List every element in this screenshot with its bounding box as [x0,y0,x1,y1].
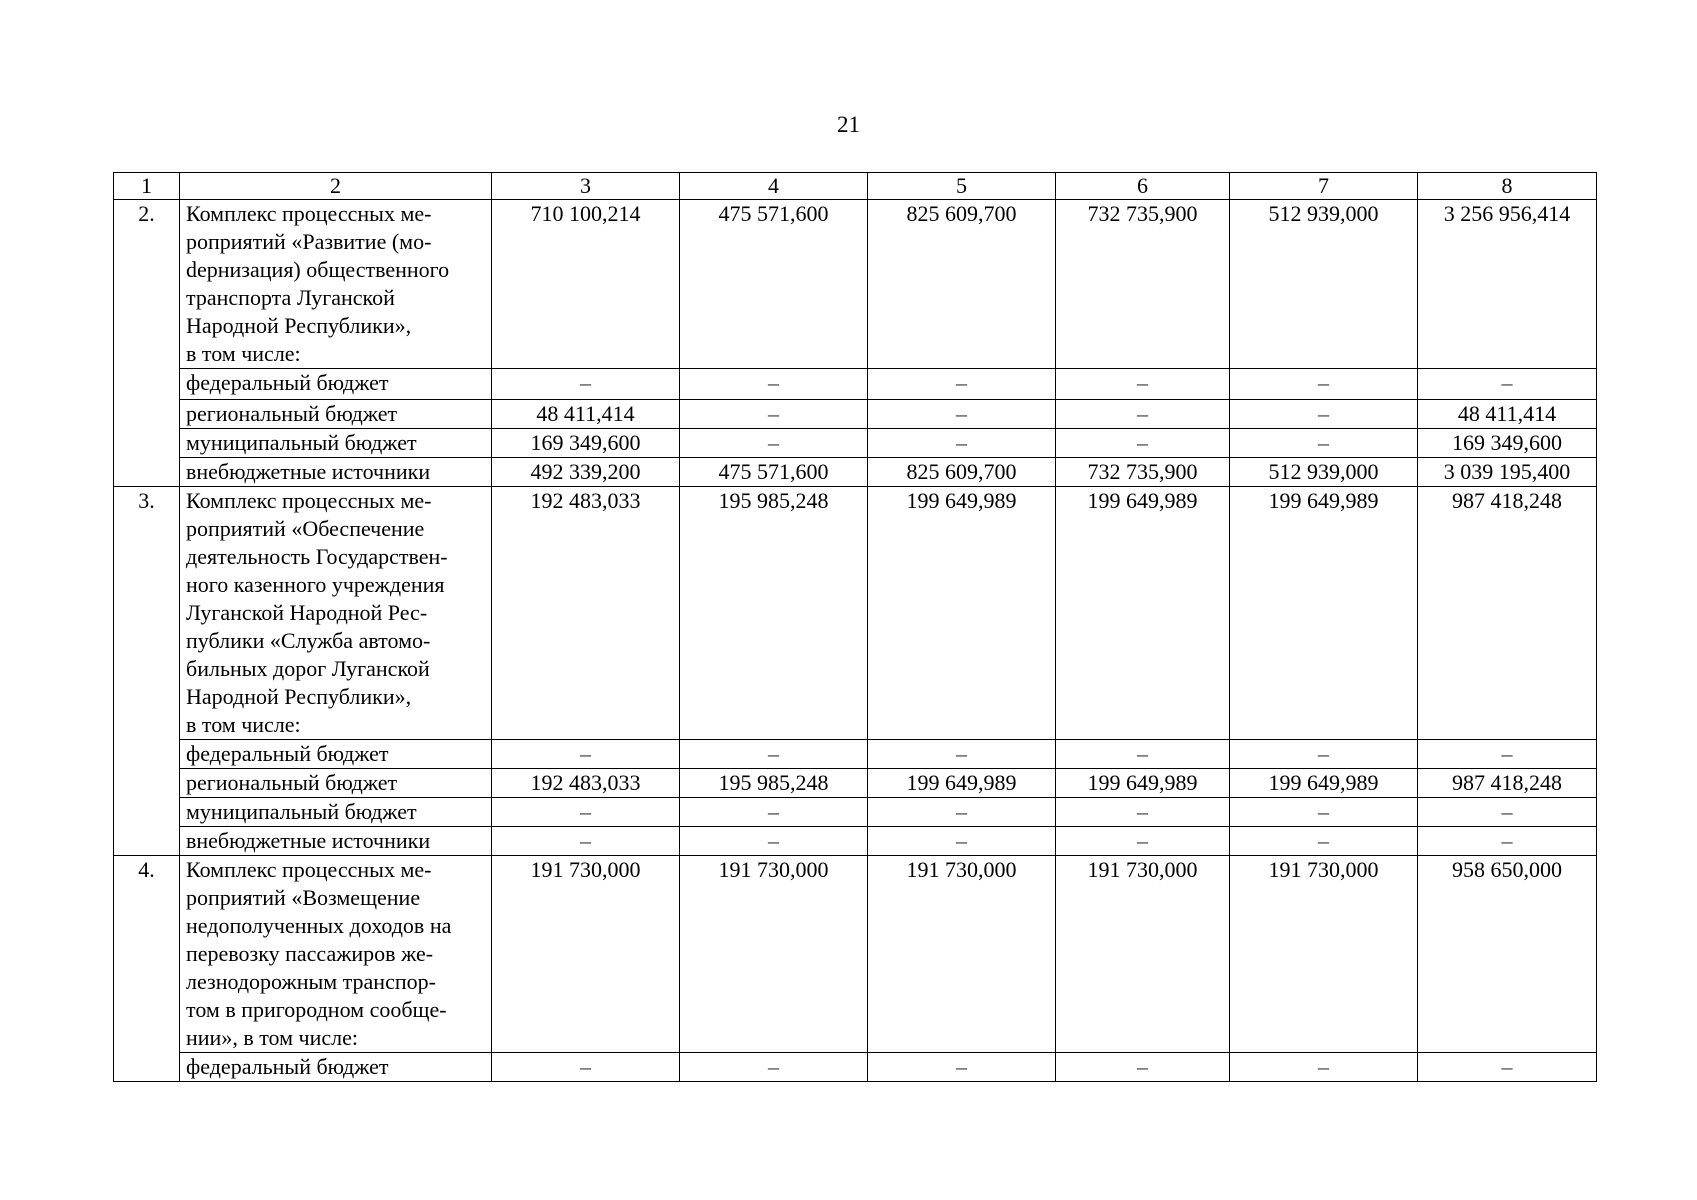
group-title: Комплекс процессных ме- роприятий «Развитие (мо- dернизация) общественного транспорта Луганской Народной Республики», в том числе: [180,200,492,369]
sub-row-value-cell: 48 411,414 [1418,400,1597,429]
group-value-cell: 958 650,000 [1418,856,1597,1053]
group-value-cell: 195 985,248 [680,487,868,740]
sub-row-value-cell: 3 039 195,400 [1418,458,1597,487]
group-value-cell: 199 649,989 [1230,487,1418,740]
group-value-cell: 191 730,000 [1056,856,1230,1053]
sub-row-value-cell: – [1418,369,1597,400]
group-value-cell: 199 649,989 [868,487,1056,740]
sub-row-value-cell: – [1230,740,1418,769]
sub-row-value-cell: 199 649,989 [868,769,1056,798]
sub-row-value-cell: – [1230,1053,1418,1082]
sub-row-value-cell: 825 609,700 [868,458,1056,487]
sub-row-value-cell: – [492,827,680,856]
header-cell: 6 [1056,173,1230,200]
sub-row-label: федеральный бюджет [180,369,492,400]
sub-row-value-cell: – [1056,798,1230,827]
sub-row-value-cell: – [1056,740,1230,769]
group-value-cell: 191 730,000 [680,856,868,1053]
header-cell: 5 [868,173,1056,200]
sub-row-value-cell: 169 349,600 [492,429,680,458]
sub-row-value-cell: – [1418,740,1597,769]
group-value-cell: 191 730,000 [492,856,680,1053]
sub-row-value-cell: 732 735,900 [1056,458,1230,487]
sub-row-value-cell: – [868,740,1056,769]
group-value-cell: 3 256 956,414 [1418,200,1597,369]
sub-row-value-cell: – [868,798,1056,827]
sub-row-value-cell: 512 939,000 [1230,458,1418,487]
sub-row-label: региональный бюджет [180,769,492,798]
sub-row-value-cell: 199 649,989 [1230,769,1418,798]
group-value-cell: 732 735,900 [1056,200,1230,369]
sub-row-value-cell: – [868,369,1056,400]
sub-row-label: внебюджетные источники [180,827,492,856]
group-title: Комплекс процессных ме- роприятий «Обеспечение деятельность Государствен- ного казенного учреждения Луганской Народной Рес- публики «Служба автомо- бильных дорог Луганской Народной Республики», в том числе: [180,487,492,740]
sub-row-value-cell: – [868,400,1056,429]
group-index: 3. [114,487,180,856]
sub-row-value-cell: 192 483,033 [492,769,680,798]
sub-row-value-cell: 199 649,989 [1056,769,1230,798]
header-cell: 4 [680,173,868,200]
sub-row [114,369,1597,400]
sub-row-value-cell: – [1056,1053,1230,1082]
sub-row-value-cell: – [492,798,680,827]
sub-row-value-cell: 195 985,248 [680,769,868,798]
group-value-cell: 987 418,248 [1418,487,1597,740]
header-cell: 1 [114,173,180,200]
sub-row [114,458,1597,487]
sub-row-value-cell: – [868,827,1056,856]
group-row [114,487,1597,740]
table-body [114,173,1597,1082]
sub-row-value-cell: – [1230,429,1418,458]
sub-row-value-cell: – [680,740,868,769]
sub-row [114,798,1597,827]
sub-row-value-cell: – [492,740,680,769]
sub-row-value-cell: – [680,798,868,827]
group-value-cell: 825 609,700 [868,200,1056,369]
sub-row-value-cell: – [1056,827,1230,856]
sub-row-value-cell: – [492,369,680,400]
sub-row-label: федеральный бюджет [180,740,492,769]
sub-row-value-cell: – [492,1053,680,1082]
sub-row [114,769,1597,798]
header-cell: 7 [1230,173,1418,200]
sub-row-value-cell: – [868,1053,1056,1082]
group-row [114,856,1597,1053]
sub-row [114,1053,1597,1082]
sub-row-value-cell: 492 339,200 [492,458,680,487]
sub-row-value-cell: – [1230,369,1418,400]
sub-row-value-cell: – [1056,400,1230,429]
group-value-cell: 710 100,214 [492,200,680,369]
sub-row-value-cell: – [1230,798,1418,827]
sub-row [114,429,1597,458]
sub-row-label: региональный бюджет [180,400,492,429]
group-value-cell: 191 730,000 [1230,856,1418,1053]
sub-row-value-cell: 475 571,600 [680,458,868,487]
sub-row-value-cell: – [1230,400,1418,429]
sub-row-label: муниципальный бюджет [180,798,492,827]
group-row [114,200,1597,369]
group-index: 4. [114,856,180,1082]
sub-row [114,400,1597,429]
sub-row-value-cell: – [1056,369,1230,400]
sub-row-value-cell: – [1418,1053,1597,1082]
sub-row-value-cell: – [680,1053,868,1082]
group-value-cell: 192 483,033 [492,487,680,740]
sub-row-value-cell: 987 418,248 [1418,769,1597,798]
sub-row-label: внебюджетные источники [180,458,492,487]
sub-row-value-cell: 169 349,600 [1418,429,1597,458]
sub-row-label: муниципальный бюджет [180,429,492,458]
budget-table [113,172,1597,1082]
sub-row-value-cell: – [680,400,868,429]
sub-row-value-cell: – [1418,798,1597,827]
group-title: Комплекс процессных ме- роприятий «Возмещение недополученных доходов на перевозку пассажиров же- лезнодорожным транспор- том в пригородном сообще- нии», в том числе: [180,856,492,1053]
sub-row-label: федеральный бюджет [180,1053,492,1082]
header-row [114,173,1597,200]
header-cell: 2 [180,173,492,200]
group-value-cell: 512 939,000 [1230,200,1418,369]
group-index: 2. [114,200,180,487]
sub-row-value-cell: – [1056,429,1230,458]
sub-row-value-cell: – [868,429,1056,458]
sub-row-value-cell: – [1418,827,1597,856]
sub-row-value-cell: – [680,429,868,458]
sub-row-value-cell: – [1230,827,1418,856]
group-value-cell: 199 649,989 [1056,487,1230,740]
group-value-cell: 475 571,600 [680,200,868,369]
page-number: 21 [837,112,860,137]
sub-row-value-cell: 48 411,414 [492,400,680,429]
header-cell: 3 [492,173,680,200]
group-value-cell: 191 730,000 [868,856,1056,1053]
sub-row [114,827,1597,856]
sub-row-value-cell: – [680,827,868,856]
header-cell: 8 [1418,173,1597,200]
sub-row [114,740,1597,769]
sub-row-value-cell: – [680,369,868,400]
